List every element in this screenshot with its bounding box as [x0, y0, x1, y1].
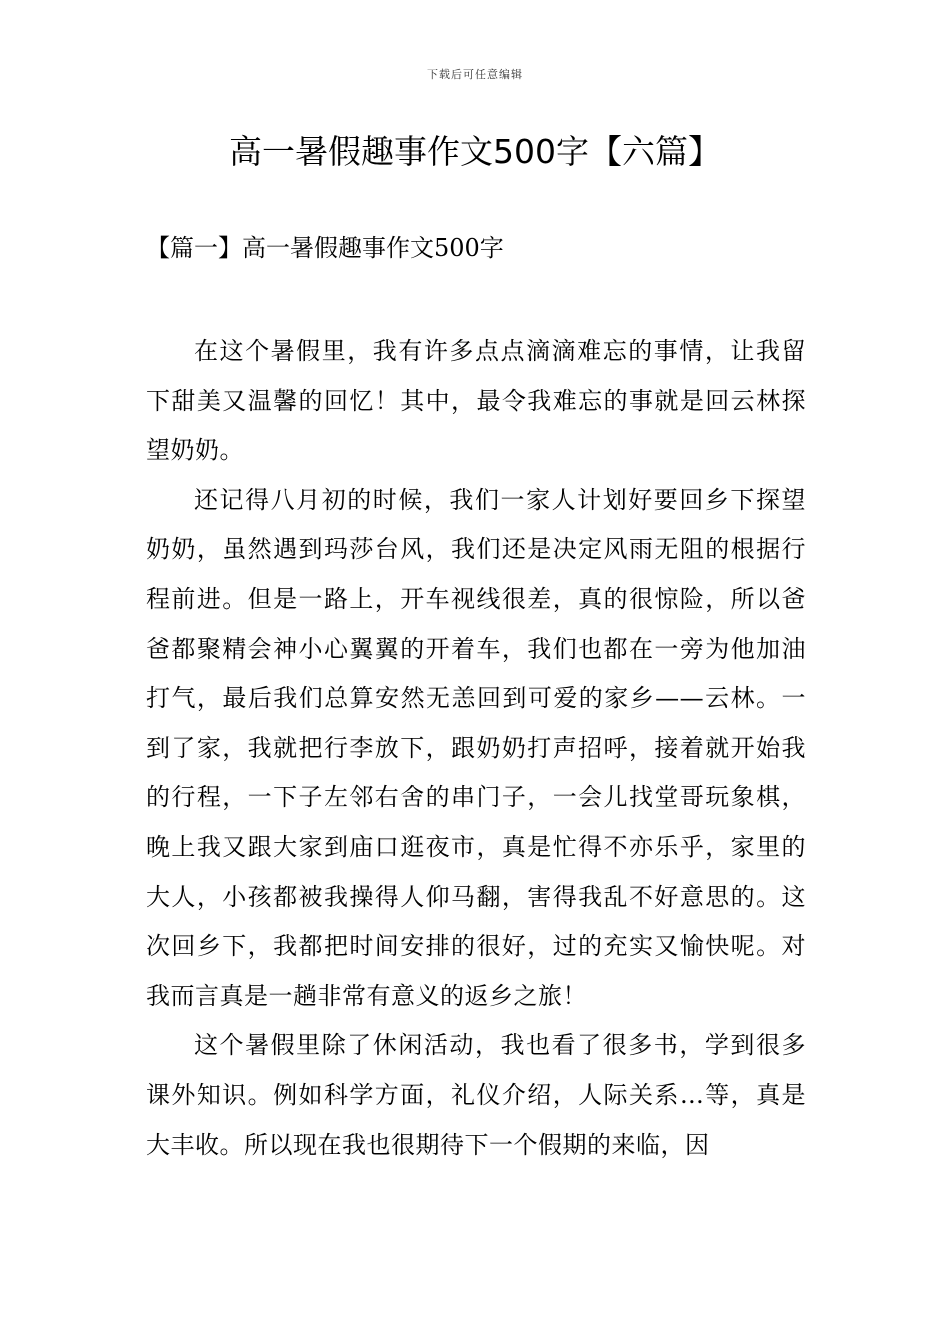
paragraph: 这个暑假里除了休闲活动，我也看了很多书，学到很多课外知识。例如科学方面，礼仪介绍，人际关系…等，真是大丰收。所以现在我也很期待下一个假期的来临，因 — [146, 1031, 806, 1159]
section-heading: 【篇一】高一暑假趣事作文500字 — [146, 234, 504, 262]
header-note: 下载后可任意编辑 — [427, 68, 523, 81]
paragraph: 还记得八月初的时候，我们一家人计划好要回乡下探望奶奶，虽然遇到玛莎台风，我们还是决定风雨无阻的根据行程前进。但是一路上，开车视线很差，真的很惊险，所以爸爸都聚精会神小心翼翼的开着车，我们也都在一旁为他加油打气，最后我们总算安然无恙回到可爱的家乡——云林。一到了家，我就把行李放下，跟奶奶打声招呼，接着就开始我的行程，一下子左邻右舍的串门子，一会儿找堂哥玩象棋，晚上我又跟大家到庙口逛夜市，真是忙得不亦乐乎，家里的大人，小孩都被我操得人仰马翻，害得我乱不好意思的。这次回乡下，我都把时间安排的很好，过的充实又愉快呢。对我而言真是一趟非常有意义的返乡之旅！ — [146, 485, 806, 1010]
document-title: 高一暑假趣事作文500字【六篇】 — [229, 132, 721, 171]
paragraph: 在这个暑假里，我有许多点点滴滴难忘的事情，让我留下甜美又温馨的回忆！其中，最令我难忘的事就是回云林探望奶奶。 — [146, 337, 806, 465]
article-body — [146, 327, 806, 1170]
